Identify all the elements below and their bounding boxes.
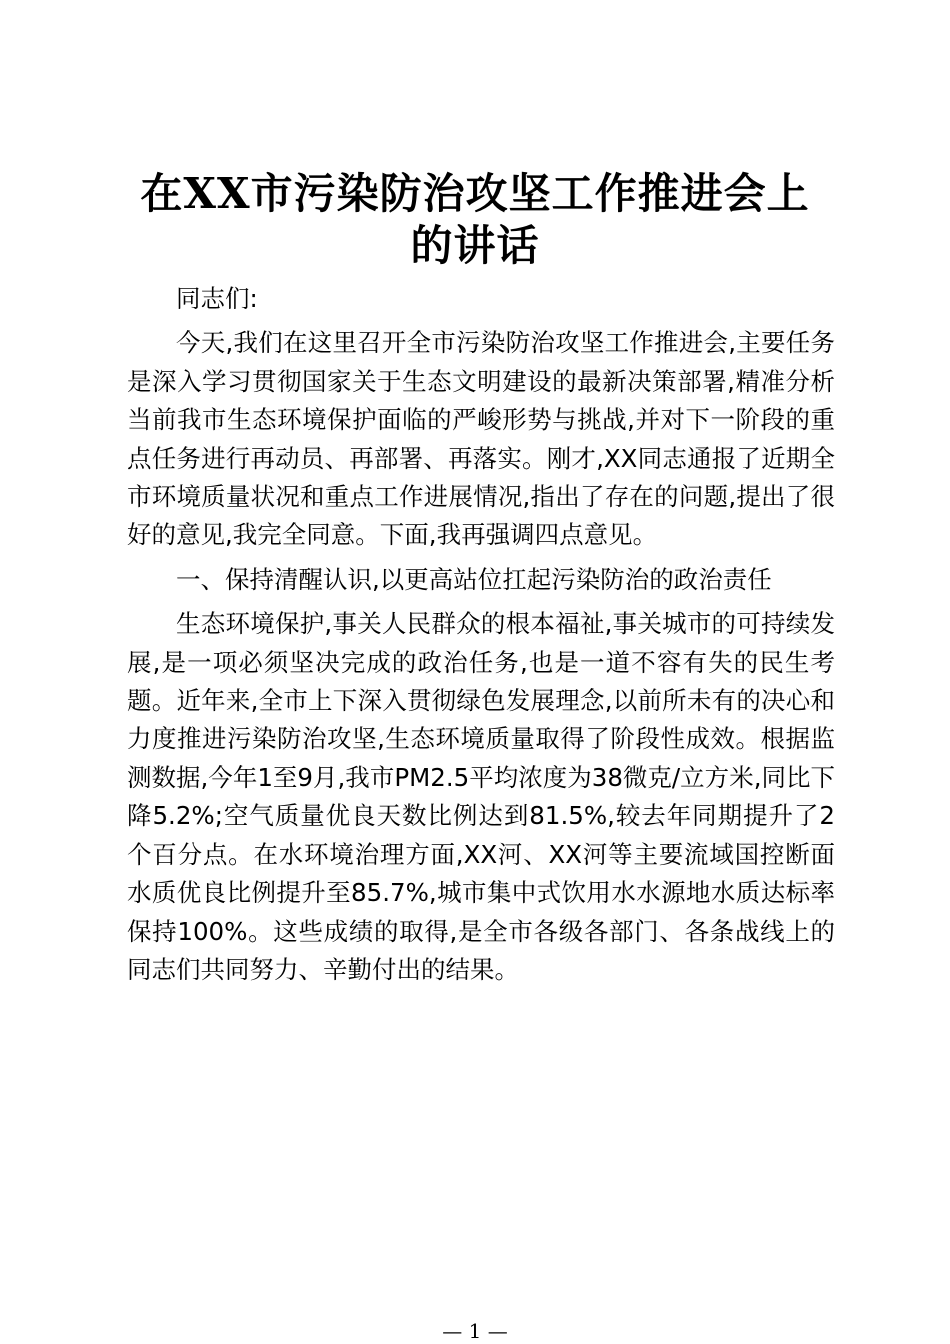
- intro-paragraph: 今天,我们在这里召开全市污染防治攻坚工作推进会,主要任务是深入学习贯彻国家关于生态文明建设的最新决策部署,精准分析当前我市生态环境保护面临的严峻形势与挑战,并对下一阶段的重点任务进行再动员、再部署、再落实。刚才,XX同志通报了近期全市环境质量状况和重点工作进展情况,指出了存在的问题,提出了很好的意见,我完全同意。下面,我再强调四点意见。: [127, 328, 835, 550]
- speech-body: [127, 280, 835, 989]
- salutation: 同志们:: [176, 284, 258, 313]
- section-one-heading: 一、保持清醒认识,以更高站位扛起污染防治的政治责任: [176, 564, 772, 594]
- page-number: — 1 —: [442, 1319, 508, 1343]
- speech-title: 在XX市污染防治攻坚工作推进会上的讲话: [140, 169, 810, 270]
- section-one-paragraph: 生态环境保护,事关人民群众的根本福祉,事关城市的可持续发展,是一项必须坚决完成的政治任务,也是一道不容有失的民生考题。近年来,全市上下深入贯彻绿色发展理念,以前所未有的决心和力度推进污染防治攻坚,生态环境质量取得了阶段性成效。根据监测数据,今年1至9月,我市PM2.5平均浓度为38微克/立方米,同比下降5.2%;空气质量优良天数比例达到81.5%,较去年同期提升了2个百分点。在水环境治理方面,XX河、XX河等主要流域国控断面水质优良比例提升至85.7%,城市集中式饮用水水源地水质达标率保持100%。这些成绩的取得,是全市各级各部门、各条战线上的同志们共同努力、辛勤付出的结果。: [127, 609, 835, 984]
